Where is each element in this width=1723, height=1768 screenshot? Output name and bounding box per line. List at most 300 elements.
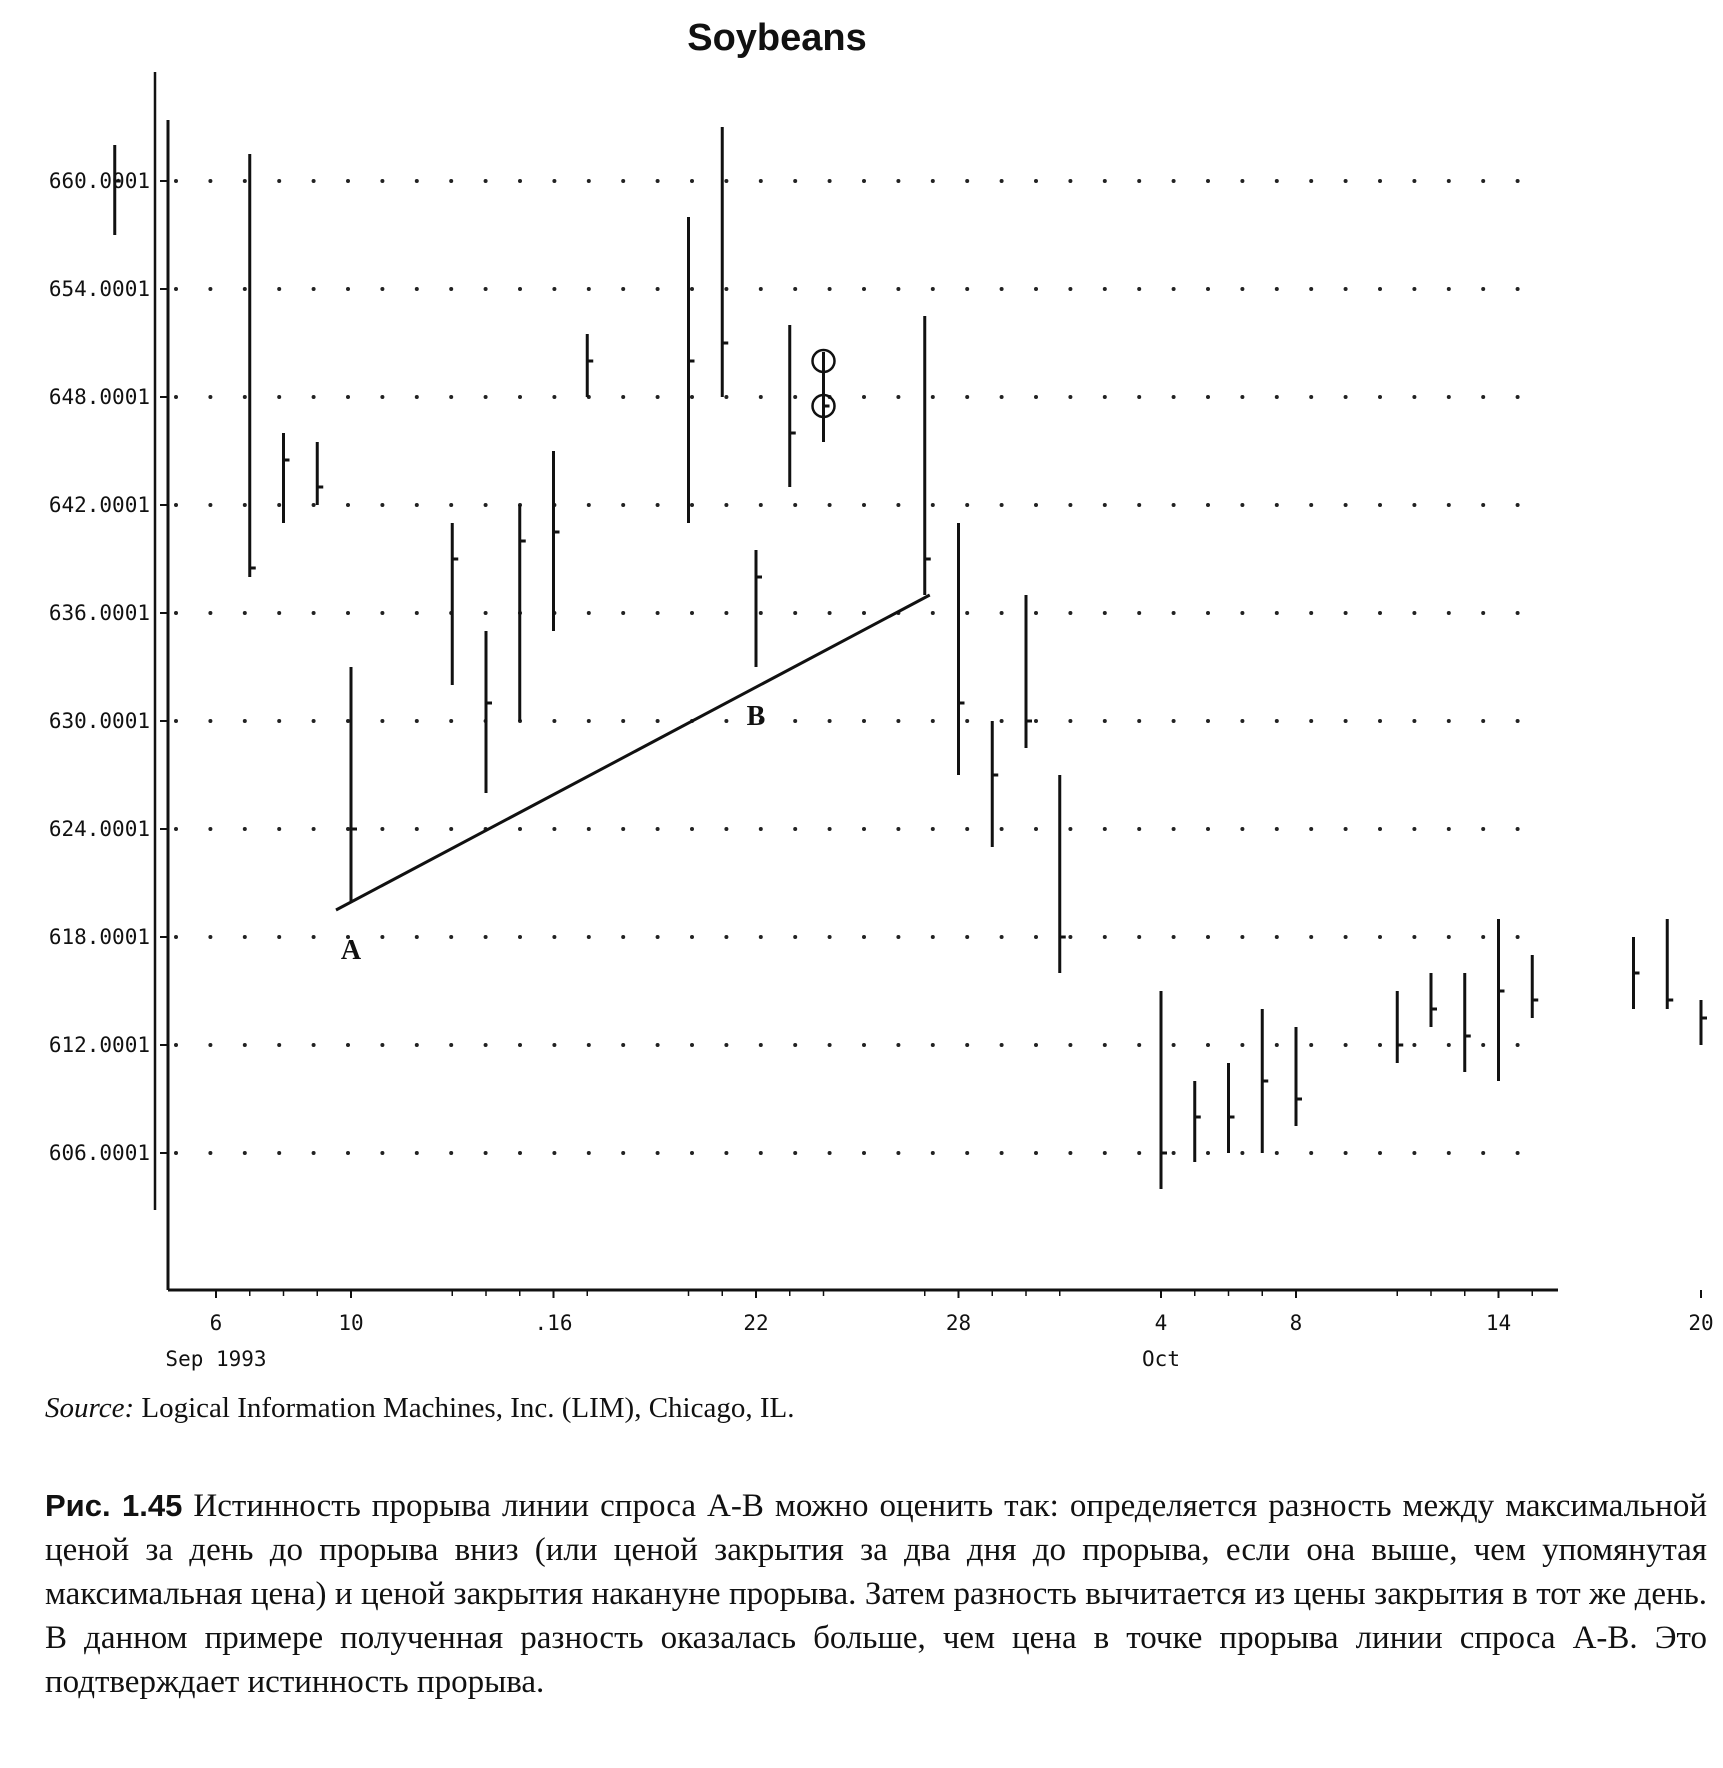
grid-dot (1412, 611, 1416, 615)
grid-dot (862, 935, 866, 939)
grid-dot (449, 935, 453, 939)
price-bar (1397, 991, 1403, 1063)
grid-dot (1000, 179, 1004, 183)
grid-dot (1103, 719, 1107, 723)
grid-dot (1172, 503, 1176, 507)
grid-dot (1481, 827, 1485, 831)
grid-dot (828, 1043, 832, 1047)
price-bars (115, 127, 1723, 1189)
grid-dot (380, 1151, 384, 1155)
grid-dot (174, 287, 178, 291)
grid-dot (1447, 719, 1451, 723)
grid-dot (828, 935, 832, 939)
grid-dot (449, 179, 453, 183)
grid-dot (1481, 395, 1485, 399)
grid-dot (415, 503, 419, 507)
grid-dot (621, 1043, 625, 1047)
grid-dot (1378, 611, 1382, 615)
y-tick-label: 630.0001 (48, 708, 150, 733)
grid-dot (828, 179, 832, 183)
price-bar (1465, 973, 1471, 1072)
grid-dot (656, 827, 660, 831)
grid-dot (759, 395, 763, 399)
grid-dot (243, 395, 247, 399)
grid-dot (621, 935, 625, 939)
grid-dot (1172, 1151, 1176, 1155)
grid-dot (793, 503, 797, 507)
grid-dot (518, 395, 522, 399)
grid-dot (965, 287, 969, 291)
grid-dot (1103, 1151, 1107, 1155)
grid-dot (415, 719, 419, 723)
grid-dot (793, 179, 797, 183)
grid-dot (759, 287, 763, 291)
grid-dot (1275, 395, 1279, 399)
grid-dot (1378, 503, 1382, 507)
grid-dot (793, 395, 797, 399)
grid-dot (208, 287, 212, 291)
grid-dot (552, 287, 556, 291)
grid-lines (174, 179, 1520, 1155)
grid-dot (793, 1043, 797, 1047)
grid-dot (1412, 395, 1416, 399)
grid-dot (1137, 1043, 1141, 1047)
grid-dot (1309, 935, 1313, 939)
grid-dot (1275, 179, 1279, 183)
grid-dot (1412, 827, 1416, 831)
grid-dot (243, 935, 247, 939)
grid-dot (1034, 503, 1038, 507)
grid-dot (380, 287, 384, 291)
grid-dot (828, 719, 832, 723)
grid-dot (759, 1151, 763, 1155)
grid-dot (587, 935, 591, 939)
price-bar (1532, 955, 1538, 1018)
grid-dot (1344, 611, 1348, 615)
source-text: Logical Information Machines, Inc. (LIM), Chicago, IL. (141, 1392, 795, 1424)
grid-dot (1344, 395, 1348, 399)
grid-dot (415, 611, 419, 615)
grid-dot (1068, 827, 1072, 831)
grid-dot (1412, 1043, 1416, 1047)
grid-dot (862, 611, 866, 615)
grid-dot (1275, 827, 1279, 831)
grid-dot (449, 827, 453, 831)
grid-dot (1447, 395, 1451, 399)
grid-dot (828, 287, 832, 291)
grid-dot (1000, 827, 1004, 831)
grid-dot (690, 827, 694, 831)
grid-dot (1103, 935, 1107, 939)
grid-dot (621, 287, 625, 291)
grid-dot (656, 611, 660, 615)
grid-dot (277, 287, 281, 291)
grid-dot (1240, 395, 1244, 399)
grid-dot (793, 1151, 797, 1155)
grid-dot (312, 395, 316, 399)
grid-dot (1000, 503, 1004, 507)
grid-dot (484, 1043, 488, 1047)
grid-dot (828, 827, 832, 831)
grid-dot (656, 935, 660, 939)
price-bar (689, 217, 695, 523)
grid-dot (312, 287, 316, 291)
grid-dot (1206, 1151, 1210, 1155)
grid-dot (1447, 503, 1451, 507)
grid-dot (208, 827, 212, 831)
grid-dot (965, 935, 969, 939)
grid-dot (1412, 1151, 1416, 1155)
grid-dot (1000, 1151, 1004, 1155)
grid-dot (277, 935, 281, 939)
grid-dot (1481, 503, 1485, 507)
grid-dot (690, 395, 694, 399)
grid-dot (931, 179, 935, 183)
grid-dot (312, 1151, 316, 1155)
grid-dot (1206, 503, 1210, 507)
grid-dot (656, 719, 660, 723)
grid-dot (277, 503, 281, 507)
grid-dot (449, 1043, 453, 1047)
grid-dot (896, 503, 900, 507)
grid-dot (208, 719, 212, 723)
grid-dot (1447, 287, 1451, 291)
grid-dot (380, 179, 384, 183)
grid-dot (243, 719, 247, 723)
grid-dot (174, 503, 178, 507)
grid-dot (312, 719, 316, 723)
grid-dot (346, 503, 350, 507)
grid-dot (484, 935, 488, 939)
price-bar (722, 127, 728, 397)
grid-dot (1137, 503, 1141, 507)
price-bar (1296, 1027, 1302, 1126)
grid-dot (621, 179, 625, 183)
grid-dot (1068, 287, 1072, 291)
grid-dot (862, 179, 866, 183)
chart-title: Soybeans (687, 17, 867, 59)
price-bar (992, 721, 998, 847)
grid-dot (1103, 179, 1107, 183)
grid-dot (174, 611, 178, 615)
point-label: B (746, 701, 766, 732)
grid-dot (415, 179, 419, 183)
grid-dot (1309, 287, 1313, 291)
grid-dot (380, 827, 384, 831)
grid-dot (1481, 1151, 1485, 1155)
grid-dot (208, 395, 212, 399)
x-month-label: Sep 1993 (165, 1347, 267, 1371)
grid-dot (484, 179, 488, 183)
x-tick-label: 28 (945, 1311, 972, 1335)
x-tick-label: .16 (534, 1311, 573, 1335)
grid-dot (518, 287, 522, 291)
grid-dot (896, 719, 900, 723)
y-tick-label: 660.0001 (48, 168, 150, 193)
grid-dot (690, 1151, 694, 1155)
price-bar (554, 451, 560, 631)
grid-dot (415, 395, 419, 399)
grid-dot (1344, 827, 1348, 831)
x-tick-label: 10 (338, 1311, 364, 1335)
grid-dot (690, 611, 694, 615)
axes (155, 72, 1558, 1290)
grid-dot (1240, 827, 1244, 831)
grid-dot (518, 1043, 522, 1047)
grid-dot (277, 395, 281, 399)
grid-dot (862, 1043, 866, 1047)
grid-dot (1447, 1043, 1451, 1047)
grid-dot (862, 827, 866, 831)
grid-dot (518, 827, 522, 831)
grid-dot (587, 179, 591, 183)
grid-dot (1103, 287, 1107, 291)
grid-dot (552, 1151, 556, 1155)
x-tick-label: 6 (209, 1311, 223, 1335)
grid-dot (1481, 179, 1485, 183)
grid-dot (1344, 179, 1348, 183)
grid-dot (587, 827, 591, 831)
grid-dot (896, 1043, 900, 1047)
grid-dot (346, 395, 350, 399)
grid-dot (690, 179, 694, 183)
grid-dot (587, 719, 591, 723)
grid-dot (1481, 611, 1485, 615)
price-bar (284, 433, 290, 523)
grid-dot (1481, 935, 1485, 939)
grid-dot (484, 503, 488, 507)
grid-dot (1137, 179, 1141, 183)
grid-dot (1103, 395, 1107, 399)
grid-dot (1034, 611, 1038, 615)
grid-dot (1034, 1151, 1038, 1155)
grid-dot (656, 1043, 660, 1047)
y-tick-label: 642.0001 (48, 492, 150, 517)
grid-dot (380, 935, 384, 939)
grid-dot (1516, 179, 1520, 183)
grid-dot (896, 395, 900, 399)
grid-dot (346, 611, 350, 615)
grid-dot (174, 935, 178, 939)
grid-dot (896, 827, 900, 831)
grid-dot (312, 935, 316, 939)
grid-dot (965, 395, 969, 399)
grid-dot (793, 935, 797, 939)
grid-dot (552, 1043, 556, 1047)
price-bar (587, 334, 593, 397)
price-bar (1262, 1009, 1268, 1153)
grid-dot (312, 503, 316, 507)
grid-dot (1309, 827, 1313, 831)
grid-dot (243, 1043, 247, 1047)
grid-dot (449, 287, 453, 291)
grid-dot (965, 611, 969, 615)
price-bar (520, 505, 526, 721)
price-bar (250, 154, 256, 577)
grid-dot (449, 719, 453, 723)
grid-dot (1516, 611, 1520, 615)
grid-dot (1034, 935, 1038, 939)
grid-dot (1000, 719, 1004, 723)
y-tick-label: 636.0001 (48, 600, 150, 625)
grid-dot (1309, 503, 1313, 507)
grid-dot (1309, 1043, 1313, 1047)
price-bar (351, 667, 357, 901)
grid-dot (1447, 179, 1451, 183)
grid-dot (484, 395, 488, 399)
grid-dot (174, 395, 178, 399)
grid-dot (1275, 1151, 1279, 1155)
grid-dot (1240, 179, 1244, 183)
x-tick-labels (165, 1290, 1723, 1371)
grid-dot (587, 611, 591, 615)
grid-dot (1309, 719, 1313, 723)
y-tick-label: 654.0001 (48, 276, 150, 301)
grid-dot (1378, 179, 1382, 183)
price-bar (1667, 919, 1673, 1009)
grid-dot (1516, 503, 1520, 507)
grid-dot (1275, 503, 1279, 507)
grid-dot (828, 611, 832, 615)
caption-label: Рис. 1.45 (45, 1488, 183, 1523)
grid-dot (965, 179, 969, 183)
grid-dot (587, 287, 591, 291)
grid-dot (965, 1151, 969, 1155)
grid-dot (415, 827, 419, 831)
grid-dot (1000, 395, 1004, 399)
grid-dot (1309, 179, 1313, 183)
grid-dot (828, 1151, 832, 1155)
grid-dot (1172, 611, 1176, 615)
price-bar (452, 523, 458, 685)
y-tick-label: 624.0001 (48, 816, 150, 841)
grid-dot (208, 1043, 212, 1047)
trendline-a-b (336, 595, 930, 910)
grid-dot (621, 719, 625, 723)
grid-dot (174, 1151, 178, 1155)
grid-dot (552, 395, 556, 399)
grid-dot (1378, 827, 1382, 831)
grid-dot (1275, 719, 1279, 723)
grid-dot (1309, 1151, 1313, 1155)
grid-dot (1068, 503, 1072, 507)
grid-dot (1378, 395, 1382, 399)
point-label: A (340, 935, 362, 966)
source-prefix: Source: (45, 1392, 135, 1424)
grid-dot (1172, 179, 1176, 183)
y-tick-label: 612.0001 (48, 1032, 150, 1057)
grid-dot (1240, 719, 1244, 723)
grid-dot (621, 503, 625, 507)
grid-dot (1206, 611, 1210, 615)
grid-dot (380, 395, 384, 399)
grid-dot (346, 827, 350, 831)
grid-dot (1137, 935, 1141, 939)
price-bar (486, 631, 492, 793)
grid-dot (415, 1151, 419, 1155)
grid-dot (759, 611, 763, 615)
grid-dot (208, 179, 212, 183)
grid-dot (724, 1151, 728, 1155)
y-tick-label: 618.0001 (48, 924, 150, 949)
grid-dot (346, 719, 350, 723)
grid-dot (931, 503, 935, 507)
grid-dot (621, 395, 625, 399)
x-tick-label: 14 (1485, 1311, 1512, 1335)
grid-dot (552, 827, 556, 831)
grid-dot (518, 935, 522, 939)
grid-dot (1034, 827, 1038, 831)
grid-dot (1275, 1043, 1279, 1047)
grid-dot (1240, 1043, 1244, 1047)
grid-dot (449, 1151, 453, 1155)
grid-dot (1309, 611, 1313, 615)
grid-dot (1137, 827, 1141, 831)
grid-dot (1240, 503, 1244, 507)
grid-dot (793, 719, 797, 723)
price-bar (1229, 1063, 1235, 1153)
grid-dot (1309, 395, 1313, 399)
grid-dot (1378, 935, 1382, 939)
grid-dot (690, 503, 694, 507)
grid-dot (1240, 935, 1244, 939)
grid-dot (896, 179, 900, 183)
grid-dot (931, 1151, 935, 1155)
grid-dot (380, 503, 384, 507)
grid-dot (1516, 719, 1520, 723)
grid-dot (1481, 719, 1485, 723)
grid-dot (277, 611, 281, 615)
grid-dot (1034, 287, 1038, 291)
grid-dot (1378, 1043, 1382, 1047)
grid-dot (1068, 935, 1072, 939)
grid-dot (1034, 395, 1038, 399)
grid-dot (1275, 611, 1279, 615)
grid-dot (1137, 611, 1141, 615)
price-bar (1026, 595, 1032, 748)
grid-dot (793, 287, 797, 291)
grid-dot (1378, 719, 1382, 723)
grid-dot (277, 1043, 281, 1047)
grid-dot (552, 719, 556, 723)
grid-dot (1344, 1151, 1348, 1155)
grid-dot (1447, 827, 1451, 831)
grid-dot (1516, 935, 1520, 939)
grid-dot (1240, 1151, 1244, 1155)
grid-dot (1000, 611, 1004, 615)
grid-dot (724, 935, 728, 939)
grid-dot (1344, 287, 1348, 291)
grid-dot (862, 287, 866, 291)
price-bar (790, 325, 796, 487)
grid-dot (174, 1043, 178, 1047)
grid-dot (1206, 719, 1210, 723)
grid-dot (1206, 395, 1210, 399)
grid-dot (1275, 287, 1279, 291)
y-tick-label: 648.0001 (48, 384, 150, 409)
price-bar (1701, 1000, 1707, 1045)
grid-dot (346, 287, 350, 291)
grid-dot (277, 179, 281, 183)
grid-dot (174, 719, 178, 723)
grid-dot (793, 611, 797, 615)
grid-dot (724, 287, 728, 291)
grid-dot (1378, 287, 1382, 291)
grid-dot (1240, 287, 1244, 291)
grid-dot (1103, 503, 1107, 507)
grid-dot (724, 827, 728, 831)
grid-dot (174, 827, 178, 831)
